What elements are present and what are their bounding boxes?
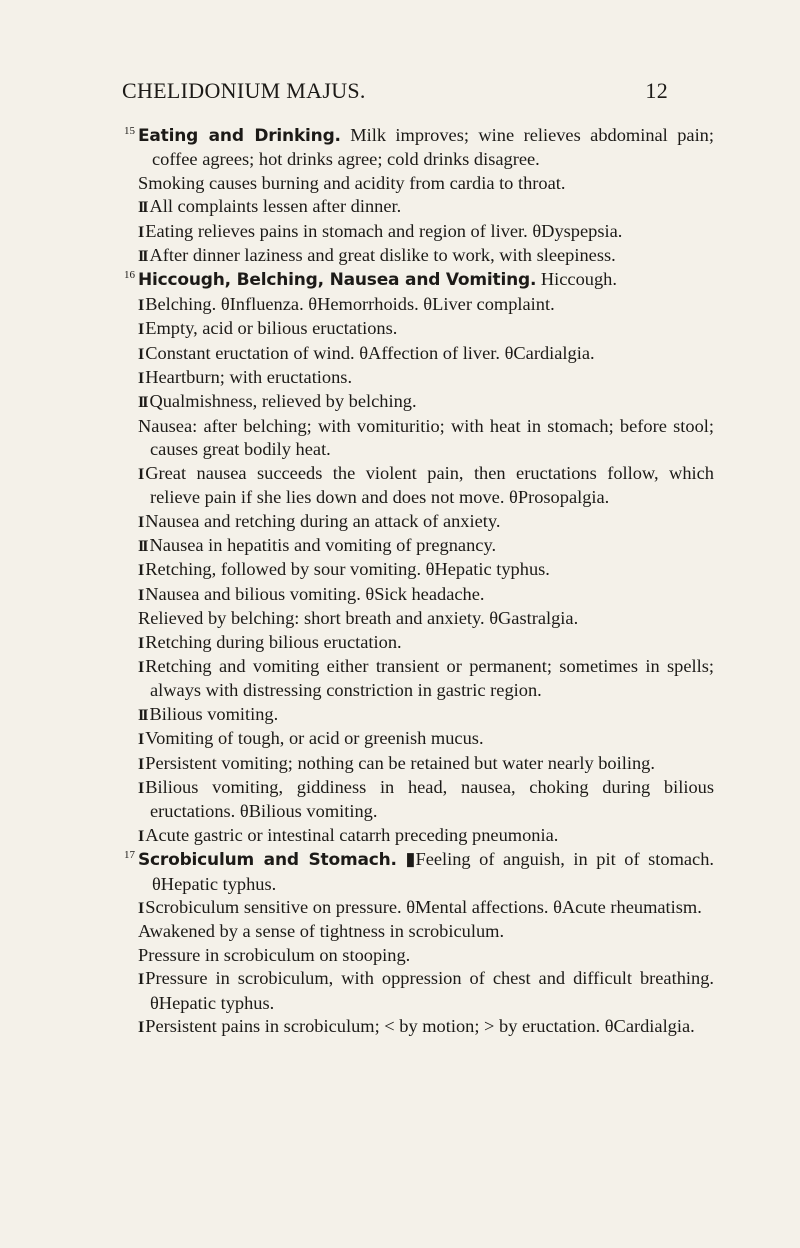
symptom-text: Awakened by a sense of tightness in scrobiculum. [138, 921, 505, 942]
symptom-paragraph [138, 631, 714, 655]
symptom-paragraph [138, 655, 714, 703]
emphasis-mark: I [138, 900, 143, 917]
emphasis-mark: II [138, 706, 147, 724]
symptom-paragraph [138, 317, 714, 341]
symptom-paragraph [138, 776, 714, 824]
symptom-paragraph [138, 583, 714, 607]
symptom-paragraph [138, 824, 714, 848]
symptom-paragraph [138, 752, 714, 776]
emphasis-mark: I [138, 1019, 143, 1037]
symptom-text: Vomiting of tough, or acid or greenish mucus. [145, 728, 484, 749]
symptom-text: Bilious vomiting, giddiness in head, nausea, choking during bilious eructations. θBilious vomiting. [145, 776, 714, 822]
symptom-text: Belching. θInfluenza. θHemorrhoids. θLiver complaint. [145, 293, 555, 314]
symptom-paragraph [138, 703, 714, 727]
symptom-text: Retching, followed by sour vomiting. θHepatic typhus. [145, 559, 550, 580]
symptom-text: Heartburn; with eructations. [145, 367, 353, 388]
emphasis-mark: I [138, 513, 143, 531]
emphasis-mark: I [138, 779, 143, 797]
page-title: CHELIDONIUM MAJUS. [122, 78, 366, 103]
symptom-paragraph [138, 462, 714, 510]
symptom-text: Bilious vomiting. [149, 703, 279, 724]
symptom-paragraph [138, 1015, 714, 1039]
page-number: 12 [645, 78, 668, 103]
emphasis-mark: I [138, 296, 143, 314]
emphasis-mark: I [138, 658, 143, 676]
symptom-text: Nausea and retching during an attack of anxiety. [145, 510, 501, 531]
emphasis-mark: II [138, 537, 147, 555]
section-heading-paragraph [124, 124, 714, 172]
symptom-text: Relieved by belching: short breath and anxiety. θGastralgia. [138, 608, 579, 629]
emphasis-mark: I [138, 370, 143, 388]
symptom-paragraph [138, 415, 714, 462]
symptom-text: Eating relieves pains in stomach and region of liver. θDyspepsia. [145, 220, 623, 241]
symptom-text: Retching during bilious eructation. [145, 631, 402, 652]
symptom-paragraph [138, 920, 714, 943]
section-heading-paragraph [124, 268, 714, 292]
symptom-paragraph [138, 558, 714, 582]
emphasis-mark: I [138, 731, 143, 749]
symptom-text: Acute gastric or intestinal catarrh preceding pneumonia. [145, 824, 559, 845]
symptom-text: Nausea and bilious vomiting. θSick headache. [145, 583, 485, 604]
symptom-text: Retching and vomiting either transient or permanent; sometimes in spells; always with distressing constriction in gastric region. [145, 655, 714, 701]
symptom-text: Nausea: after belching; with vomituritio; with heat in stomach; before stool; causes great bodily heat. [138, 415, 714, 460]
symptom-paragraph [138, 944, 714, 967]
symptom-text: Persistent pains in scrobiculum; < by motion; > by eructation. θCardialgia. [145, 1016, 695, 1037]
symptom-paragraph [138, 390, 714, 414]
emphasis-mark: II [138, 394, 147, 412]
symptom-paragraph [138, 293, 714, 317]
emphasis-mark: I [138, 465, 143, 483]
symptom-text: Constant eructation of wind. θAffection of liver. θCardialgia. [145, 342, 595, 363]
emphasis-mark: I [138, 634, 143, 652]
running-header [122, 78, 668, 108]
section-intro: Milk improves; wine relieves abdominal pain; coffee agrees; hot drinks agree; cold drinks disagree. [152, 125, 714, 170]
symptom-paragraph [138, 607, 714, 630]
section-number: 15 [124, 125, 135, 137]
section-intro: ▮Feeling of anguish, in pit of stomach. θHepatic typhus. [152, 849, 715, 894]
section-heading-paragraph [124, 848, 715, 896]
symptom-text: Scrobiculum sensitive on pressure. θMental affections. θAcute rheumatism. [145, 897, 702, 917]
symptom-text: Empty, acid or bilious eructations. [145, 318, 398, 339]
emphasis-mark: I [138, 562, 143, 580]
symptom-text: Smoking causes burning and acidity from cardia to throat. [138, 172, 566, 193]
symptom-text: After dinner laziness and great dislike to work, with sleepiness. [149, 245, 616, 266]
symptom-text: Nausea in hepatitis and vomiting of pregnancy. [149, 534, 497, 555]
symptom-text: Pressure in scrobiculum on stooping. [138, 944, 411, 965]
symptom-paragraph [138, 534, 714, 558]
symptom-paragraph [138, 172, 714, 195]
emphasis-mark: II [138, 248, 147, 266]
symptom-text: Qualmishness, relieved by belching. [149, 391, 417, 412]
symptom-text: Great nausea succeeds the violent pain, then eructations follow, which relieve pain if she lies down and does not move. θProsopalgia. [145, 462, 714, 508]
section-heading: Hiccough, Belching, Nausea and Vomiting. [138, 270, 537, 291]
symptom-paragraph [138, 342, 714, 366]
symptom-paragraph [138, 510, 714, 534]
emphasis-mark: I [138, 755, 143, 773]
symptom-paragraph [138, 220, 714, 244]
symptom-text: All complaints lessen after dinner. [149, 196, 402, 217]
emphasis-mark: II [138, 199, 147, 217]
emphasis-mark: I [138, 345, 143, 363]
section-intro: Hiccough. [540, 269, 617, 290]
emphasis-mark: I [138, 586, 143, 604]
symptom-text: Pressure in scrobiculum, with oppression of chest and difficult breathing. θHepatic typhus. [145, 968, 714, 1013]
symptom-paragraph [138, 896, 714, 920]
section-heading: Eating and Drinking. [138, 126, 341, 146]
symptom-paragraph [138, 967, 714, 1015]
symptom-paragraph [138, 244, 714, 268]
symptom-paragraph [138, 366, 714, 390]
emphasis-mark: I [138, 971, 143, 989]
symptom-text: Persistent vomiting; nothing can be retained but water nearly boiling. [145, 752, 655, 773]
section-number: 16 [124, 269, 135, 282]
emphasis-mark: I [138, 827, 143, 845]
section-heading: Scrobiculum and Stomach. [138, 850, 397, 871]
page-body [124, 124, 715, 1039]
emphasis-mark: I [138, 321, 143, 339]
symptom-paragraph [138, 727, 714, 751]
symptom-paragraph [138, 195, 714, 219]
section-number: 17 [124, 849, 135, 862]
emphasis-mark: I [138, 223, 143, 241]
